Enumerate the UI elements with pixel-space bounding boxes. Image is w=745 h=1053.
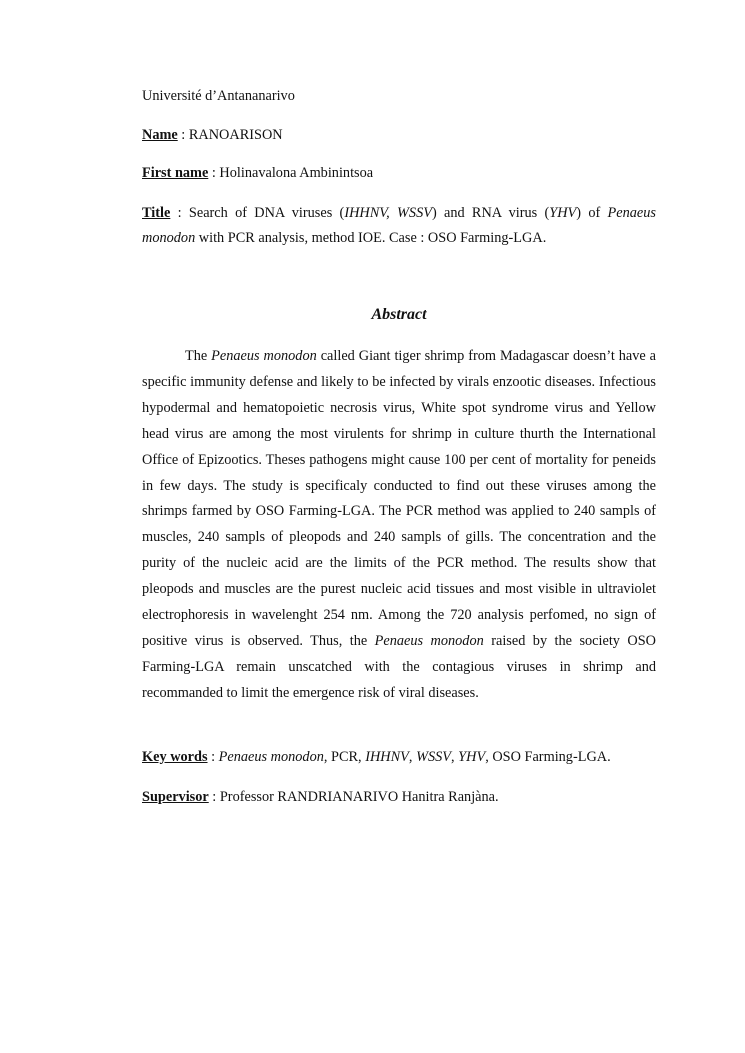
abstract-text-2: called Giant tiger shrimp from Madagascar doesn’t have a specific immunity defense and likely to be infected by virals enzootic diseases. Infectious hypodermal and hematopoietic necrosis virus, White spot syndrome virus and Yellow head virus are among the most virulents for shrimp in culture thurth the International Office of Epizootics. Theses pathogens might cause 100 per cent of mortality for peneids in few days. The study is specificaly conducted to find out these viruses among the shrimps farmed by OSO Farming-LGA. The PCR method was applied to 240 sampls of muscles, 240 sampls of pleopods and 240 sampls of gills. The concentration and the purity of the nucleic acid are the limits of the PCR method. The results show that pleopods and muscles are the purest nucleic acid tissues and most visible in ultraviolet electrophoresis in wavelenght 254 nm. Among the 720 analysis perfomed, no sign of positive virus is observed. Thus, the [142, 348, 656, 649]
keyword-wssv: WSSV [416, 749, 452, 765]
university-line: Université d’Antananarivo [142, 88, 295, 104]
title-text-2: ) and RNA virus ( [431, 205, 550, 221]
abstract-text-3: raised by the society OSO Farming-LGA remain unscatched with the contagious viruses in shrimp and recommanded to limit the emergence risk of viral diseases. [142, 632, 657, 701]
abstract-heading: Abstract [371, 306, 427, 323]
title-text-1: : Search of DNA viruses ( [170, 205, 345, 221]
keyword-pcr: , PCR, [323, 749, 366, 765]
abstract-body [142, 344, 656, 707]
title-rna-virus: YHV [549, 205, 577, 221]
title-dna-viruses: IHHNV, WSSV [344, 205, 432, 221]
first-name-value: : Holinavalona Ambinintsoa [208, 165, 374, 181]
name-line [142, 127, 656, 144]
abstract-species-2: Penaeus monodon [374, 632, 484, 649]
keywords-sep: : [207, 749, 219, 765]
title-text-4: with PCR analysis, method IOE. Case : OSO Farming-LGA. [195, 230, 547, 246]
keyword-sep-2: , [451, 749, 459, 765]
name-value: : RANOARISON [177, 127, 283, 143]
first-name-label: First name [142, 165, 209, 181]
keyword-ihhnv: IHHNV [365, 749, 409, 765]
keywords-label: Key words [142, 749, 208, 765]
thesis-title [142, 201, 656, 251]
abstract-text-1: The [185, 348, 212, 364]
keyword-farm: , OSO Farming-LGA. [485, 749, 611, 765]
keywords-line [142, 749, 656, 766]
title-label: Title [142, 205, 171, 221]
name-label: Name [142, 127, 178, 143]
keyword-sep-1: , [408, 749, 417, 765]
keyword-yhv: YHV [458, 749, 486, 765]
supervisor-label: Supervisor [142, 789, 209, 805]
title-text-3: ) of [576, 205, 608, 221]
first-name-line [142, 165, 656, 182]
supervisor-line [142, 789, 656, 806]
abstract-species-1: Penaeus monodon [211, 348, 317, 364]
keyword-species: Penaeus monodon [218, 749, 324, 765]
supervisor-value: : Professor RANDRIANARIVO Hanitra Ranjàna. [208, 789, 499, 805]
title-species: Penaeus monodon [142, 205, 656, 246]
